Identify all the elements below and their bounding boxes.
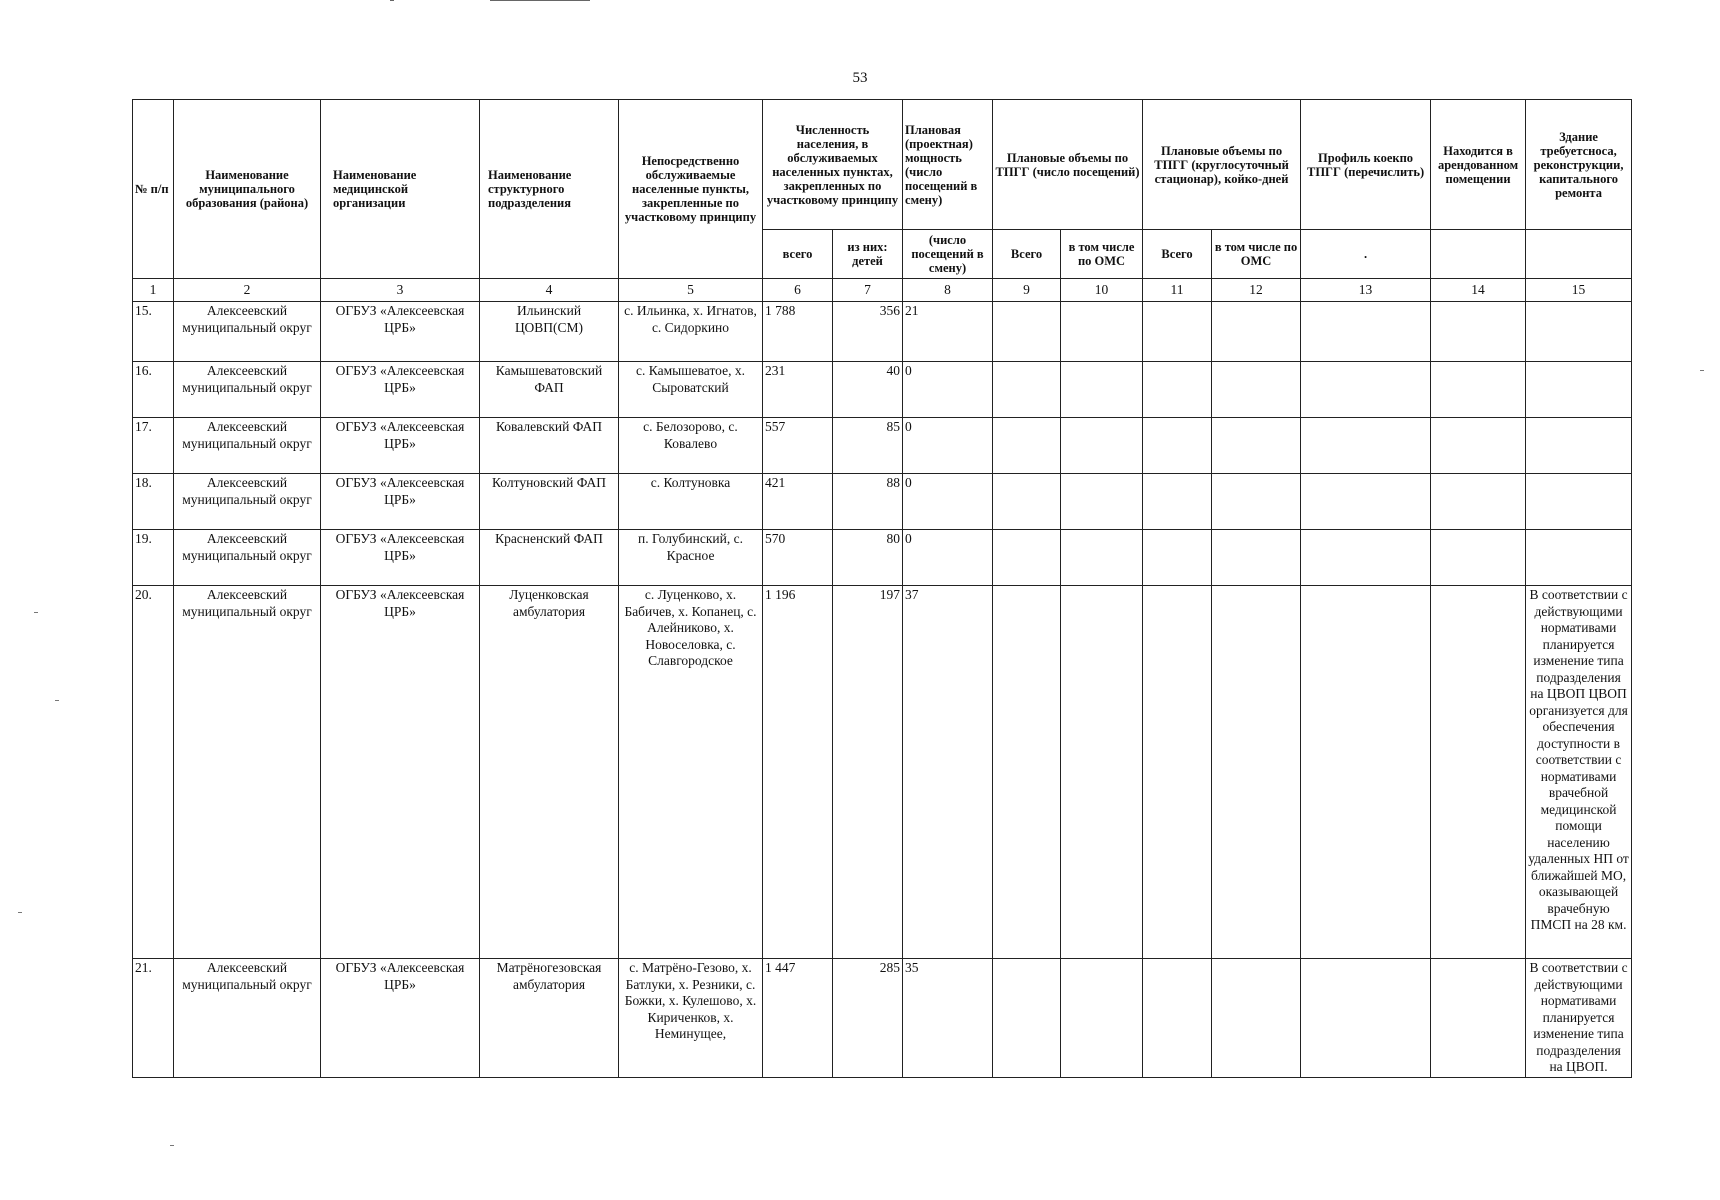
page-number: 53 xyxy=(852,70,868,86)
capacity-cell: 0 xyxy=(903,418,993,474)
municipality-cell: Алексеевский муниципальный округ xyxy=(174,959,321,1078)
column-number: 11 xyxy=(1143,279,1212,302)
header-visits-oms: в том числе по ОМС xyxy=(1061,230,1143,279)
settlements-cell: с. Колтуновка xyxy=(619,474,763,530)
unit-cell: Ковалевский ФАП xyxy=(480,418,619,474)
header-population-total: всего xyxy=(763,230,833,279)
facilities-table xyxy=(132,99,1632,1078)
table-row xyxy=(133,959,1632,1078)
header-population-group: Численность населения, в обслуживаемых населенных пунктах, закрепленных по участковому принципу xyxy=(763,100,903,230)
column-number: 7 xyxy=(833,279,903,302)
table-row xyxy=(133,474,1632,530)
population-children-cell: 356 xyxy=(833,302,903,362)
unit-cell: Матрёногезовская амбулатория xyxy=(480,959,619,1078)
table-row xyxy=(133,530,1632,586)
header-settlements: Непосредственно обслуживаемые населенные пункты, закрепленные по участковому принципу xyxy=(619,100,763,279)
population-total-cell: 1 196 xyxy=(763,586,833,959)
table-header xyxy=(133,100,1632,279)
row-number: 18. xyxy=(133,474,174,530)
header-beddays-group: Плановые объемы по ТПГГ (круглосуточный стационар), койко-дней xyxy=(1143,100,1301,230)
organization-cell: ОГБУЗ «Алексеевская ЦРБ» xyxy=(321,418,480,474)
population-children-cell: 80 xyxy=(833,530,903,586)
scan-speck xyxy=(1700,370,1704,371)
note-cell: В соответствии с действующими нормативами планируется изменение типа подразделения на ЦВОП. xyxy=(1526,959,1632,1078)
row-number: 21. xyxy=(133,959,174,1078)
column-number: 13 xyxy=(1301,279,1431,302)
population-total-cell: 421 xyxy=(763,474,833,530)
population-children-cell: 40 xyxy=(833,362,903,418)
header-bed-profile-sub: . xyxy=(1301,230,1431,279)
municipality-cell: Алексеевский муниципальный округ xyxy=(174,586,321,959)
header-number: № п/п xyxy=(133,100,174,279)
municipality-cell: Алексеевский муниципальный округ xyxy=(174,530,321,586)
organization-cell: ОГБУЗ «Алексеевская ЦРБ» xyxy=(321,474,480,530)
population-children-cell: 85 xyxy=(833,418,903,474)
unit-cell: Красненский ФАП xyxy=(480,530,619,586)
row-number: 15. xyxy=(133,302,174,362)
municipality-cell: Алексеевский муниципальный округ xyxy=(174,362,321,418)
settlements-cell: с. Луценково, х. Бабичев, х. Копанец, с. Алейниково, х. Новоселовка, с. Славгородское xyxy=(619,586,763,959)
header-visits-total: Всего xyxy=(993,230,1061,279)
header-beddays-oms: в том числе по ОМС xyxy=(1212,230,1301,279)
note-cell xyxy=(1526,474,1632,530)
settlements-cell: с. Матрёно-Гезово, х. Батлуки, х. Резники, с. Божки, х. Кулешово, х. Кириченков, х. Неминущее, xyxy=(619,959,763,1078)
header-capacity: Плановая (проектная) мощность (число посещений в смену) xyxy=(903,100,993,230)
scan-speck xyxy=(170,1145,174,1146)
municipality-cell: Алексеевский муниципальный округ xyxy=(174,474,321,530)
organization-cell: ОГБУЗ «Алексеевская ЦРБ» xyxy=(321,362,480,418)
population-total-cell: 557 xyxy=(763,418,833,474)
population-children-cell: 88 xyxy=(833,474,903,530)
capacity-cell: 0 xyxy=(903,530,993,586)
column-number: 6 xyxy=(763,279,833,302)
header-visits-group: Плановые объемы по ТПГГ (число посещений) xyxy=(993,100,1143,230)
population-total-cell: 1 447 xyxy=(763,959,833,1078)
column-number: 12 xyxy=(1212,279,1301,302)
capacity-cell: 35 xyxy=(903,959,993,1078)
header-capacity-sub: (число посещений в смену) xyxy=(903,230,993,279)
unit-cell: Луценковская амбулатория xyxy=(480,586,619,959)
column-number: 4 xyxy=(480,279,619,302)
municipality-cell: Алексеевский муниципальный округ xyxy=(174,418,321,474)
header-organization: Наименование медицинской организации xyxy=(321,100,480,279)
scan-speck xyxy=(55,700,59,701)
header-rented: Находится в арендованном помещении xyxy=(1431,100,1526,230)
capacity-cell: 37 xyxy=(903,586,993,959)
column-number: 2 xyxy=(174,279,321,302)
settlements-cell: с. Белозорово, с. Ковалево xyxy=(619,418,763,474)
column-number: 1 xyxy=(133,279,174,302)
row-number: 20. xyxy=(133,586,174,959)
population-children-cell: 285 xyxy=(833,959,903,1078)
note-cell xyxy=(1526,302,1632,362)
table-row xyxy=(133,586,1632,959)
capacity-cell: 21 xyxy=(903,302,993,362)
population-total-cell: 1 788 xyxy=(763,302,833,362)
header-bed-profile: Профиль коекпо ТПГГ (перечислить) xyxy=(1301,100,1431,230)
column-number: 15 xyxy=(1526,279,1632,302)
capacity-cell: 0 xyxy=(903,474,993,530)
column-number: 10 xyxy=(1061,279,1143,302)
header-rented-sub xyxy=(1431,230,1526,279)
header-population-children: из них: детей xyxy=(833,230,903,279)
column-number: 14 xyxy=(1431,279,1526,302)
scan-speck xyxy=(34,612,38,613)
row-number: 19. xyxy=(133,530,174,586)
settlements-cell: п. Голубинский, с. Красное xyxy=(619,530,763,586)
row-number: 16. xyxy=(133,362,174,418)
table-row xyxy=(133,302,1632,362)
table-row xyxy=(133,362,1632,418)
unit-cell: Камышеватовский ФАП xyxy=(480,362,619,418)
organization-cell: ОГБУЗ «Алексеевская ЦРБ» xyxy=(321,959,480,1078)
header-unit: Наименование структурного подразделения xyxy=(480,100,619,279)
settlements-cell: с. Камышеватое, х. Сыроватский xyxy=(619,362,763,418)
column-number: 9 xyxy=(993,279,1061,302)
header-beddays-total: Всего xyxy=(1143,230,1212,279)
organization-cell: ОГБУЗ «Алексеевская ЦРБ» xyxy=(321,530,480,586)
settlements-cell: с. Ильинка, х. Игнатов, с. Сидоркино xyxy=(619,302,763,362)
note-cell xyxy=(1526,362,1632,418)
column-number: 3 xyxy=(321,279,480,302)
unit-cell: Ильинский ЦОВП(СМ) xyxy=(480,302,619,362)
header-municipality: Наименование муниципального образования (района) xyxy=(174,100,321,279)
note-cell xyxy=(1526,530,1632,586)
population-children-cell: 197 xyxy=(833,586,903,959)
column-number: 8 xyxy=(903,279,993,302)
column-number: 5 xyxy=(619,279,763,302)
organization-cell: ОГБУЗ «Алексеевская ЦРБ» xyxy=(321,302,480,362)
note-cell: В соответствии с действующими нормативами планируется изменение типа подразделения на ЦВОП ЦВОП организуется для обеспечения доступности в соответствии с нормативами врачебной медицинской помощи населению удаленных НП от ближайшей МО, оказывающей врачебную ПМСП на 28 км. xyxy=(1526,586,1632,959)
header-building-sub xyxy=(1526,230,1632,279)
municipality-cell: Алексеевский муниципальный округ xyxy=(174,302,321,362)
table-row xyxy=(133,418,1632,474)
note-cell xyxy=(1526,418,1632,474)
header-building-status: Здание требуетсноса, реконструкции, капитального ремонта xyxy=(1526,100,1632,230)
column-number-row xyxy=(133,279,1632,302)
scan-speck xyxy=(18,912,22,913)
capacity-cell: 0 xyxy=(903,362,993,418)
unit-cell: Колтуновский ФАП xyxy=(480,474,619,530)
organization-cell: ОГБУЗ «Алексеевская ЦРБ» xyxy=(321,586,480,959)
population-total-cell: 231 xyxy=(763,362,833,418)
population-total-cell: 570 xyxy=(763,530,833,586)
row-number: 17. xyxy=(133,418,174,474)
